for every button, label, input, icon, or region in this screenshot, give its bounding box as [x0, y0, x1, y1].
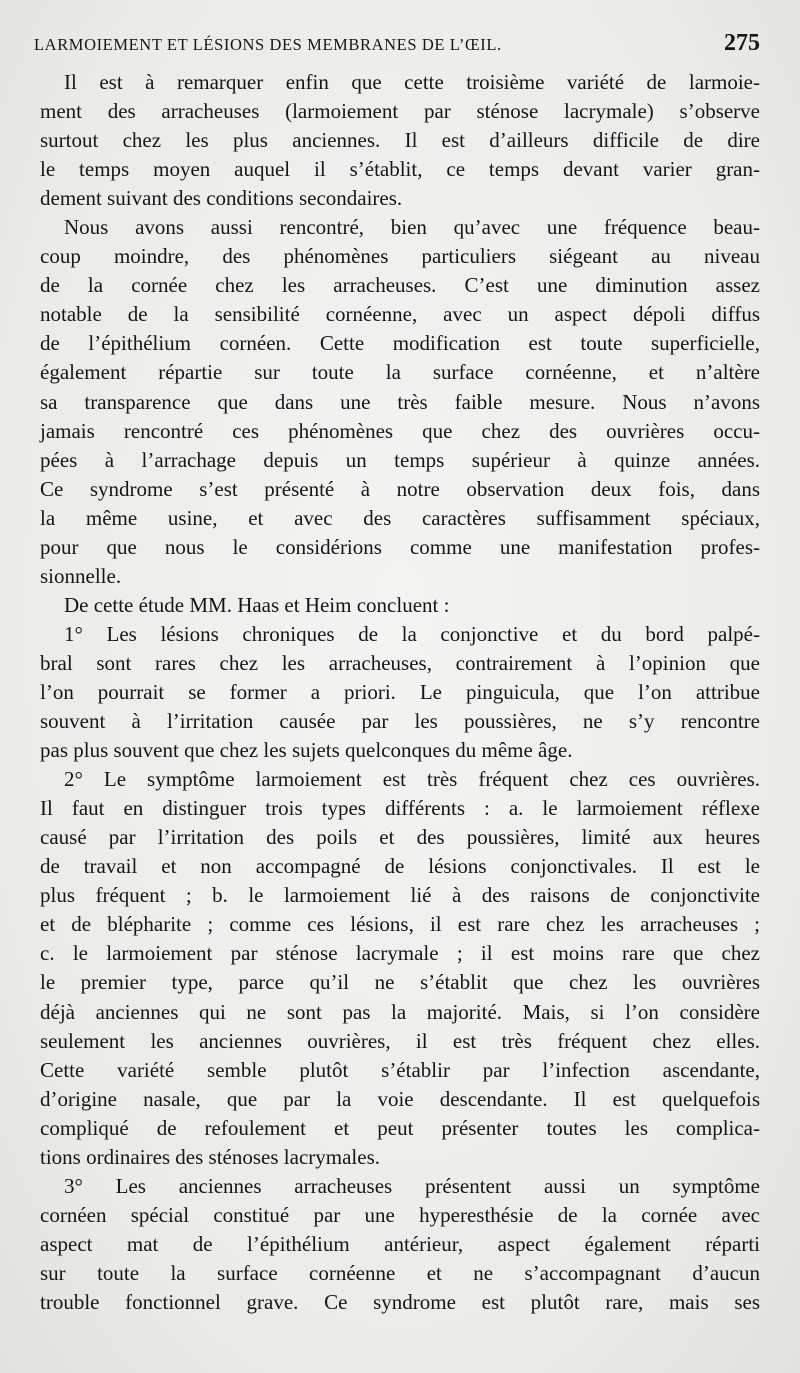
text-line: Ce syndrome s’est présenté à notre observation deux fois, dans: [40, 476, 760, 501]
text-line: 1° Les lésions chroniques de la conjonctive et du bord palpé-: [64, 621, 760, 646]
text-line: Il est à remarquer enfin que cette troisième variété de larmoie-: [64, 70, 760, 94]
text-line: de travail et non accompagné de lésions conjonctivales. Il est le: [40, 854, 760, 879]
text-line: seulement les anciennes ouvrières, il est très fréquent chez elles.: [40, 1028, 760, 1053]
text-line: pour que nous le considérions comme une manifestation profes-: [40, 534, 760, 559]
text-line: sa transparence que dans une très faible mesure. Nous n’avons: [40, 389, 760, 414]
text-line: tions ordinaires des sténoses lacrymales.: [40, 1144, 380, 1169]
text-line: surtout chez les plus anciennes. Il est d’ailleurs difficile de dire: [40, 128, 760, 153]
text-line: cornéen spécial constitué par une hyperesthésie de la cornée avec: [40, 1202, 760, 1227]
text-line: souvent à l’irritation causée par les poussières, ne s’y rencontre: [40, 709, 760, 734]
text-line: l’on pourrait se former a priori. Le pinguicula, que l’on attribue: [40, 679, 760, 704]
text-line: de l’épithélium cornéen. Cette modification est toute superficielle,: [40, 331, 760, 356]
text-line: Cette variété semble plutôt s’établir par l’infection ascendante,: [40, 1057, 760, 1082]
text-line: sur toute la surface cornéenne et ne s’accompagnant d’aucun: [40, 1260, 760, 1285]
text-line: Nous avons aussi rencontré, bien qu’avec une fréquence beau-: [64, 215, 760, 240]
text-line: pées à l’arrachage depuis un temps supérieur à quinze années.: [40, 447, 760, 472]
text-line: sionnelle.: [40, 563, 122, 588]
text-line: 3° Les anciennes arracheuses présentent aussi un symptôme: [64, 1173, 760, 1198]
text-line: également répartie sur toute la surface cornéenne, et n’altère: [40, 360, 760, 385]
text-line: 2° Le symptôme larmoiement est très fréquent chez ces ouvrières.: [64, 767, 760, 792]
text-line: c. le larmoiement par sténose lacrymale ; il est moins rare que chez: [40, 941, 760, 966]
text-line: notable de la sensibilité cornéenne, avec un aspect dépoli diffus: [40, 302, 760, 327]
text-line: d’origine nasale, que par la voie descendante. Il est quelquefois: [40, 1086, 760, 1111]
page-number: 275: [724, 30, 760, 56]
text-line: le premier type, parce qu’il ne s’établit que chez les ouvrières: [40, 970, 760, 995]
text-line: bral sont rares chez les arracheuses, contrairement à l’opinion que: [40, 650, 760, 675]
running-head-title: LARMOIEMENT ET LÉSIONS DES MEMBRANES DE L’ŒIL.: [34, 35, 502, 54]
text-line: le temps moyen auquel il s’établit, ce temps devant varier gran-: [40, 157, 760, 182]
text-line: Il faut en distinguer trois types différents : a. le larmoiement réflexe: [40, 796, 760, 821]
text-line: plus fréquent ; b. le larmoiement lié à des raisons de conjonctivite: [40, 883, 760, 908]
text-line: et de blépharite ; comme ces lésions, il est rare chez les arracheuses ;: [40, 912, 760, 937]
text-line: jamais rencontré ces phénomènes que chez des ouvrières occu-: [40, 418, 760, 443]
text-line: dement suivant des conditions secondaires.: [40, 186, 403, 211]
running-head: [34, 30, 760, 64]
text-line: pas plus souvent que chez les sujets quelconques du même âge.: [40, 738, 573, 763]
text-line: aspect mat de l’épithélium antérieur, aspect également réparti: [40, 1231, 760, 1256]
text-line: déjà anciennes qui ne sont pas la majorité. Mais, si l’on considère: [40, 999, 760, 1024]
text-line: la même usine, et avec des caractères suffisamment spéciaux,: [40, 505, 760, 530]
text-line: de la cornée chez les arracheuses. C’est une diminution assez: [40, 273, 760, 298]
text-line: compliqué de refoulement et peut présenter toutes les complica-: [40, 1115, 760, 1140]
text-line: ment des arracheuses (larmoiement par sténose lacrymale) s’observe: [40, 99, 760, 124]
text-line: De cette étude MM. Haas et Heim concluent :: [64, 592, 450, 617]
body-text: [40, 68, 760, 1317]
text-line: coup moindre, des phénomènes particuliers siégeant au niveau: [40, 244, 760, 269]
text-line: causé par l’irritation des poils et des poussières, limité aux heures: [40, 825, 760, 850]
text-line: trouble fonctionnel grave. Ce syndrome est plutôt rare, mais ses: [40, 1289, 760, 1314]
